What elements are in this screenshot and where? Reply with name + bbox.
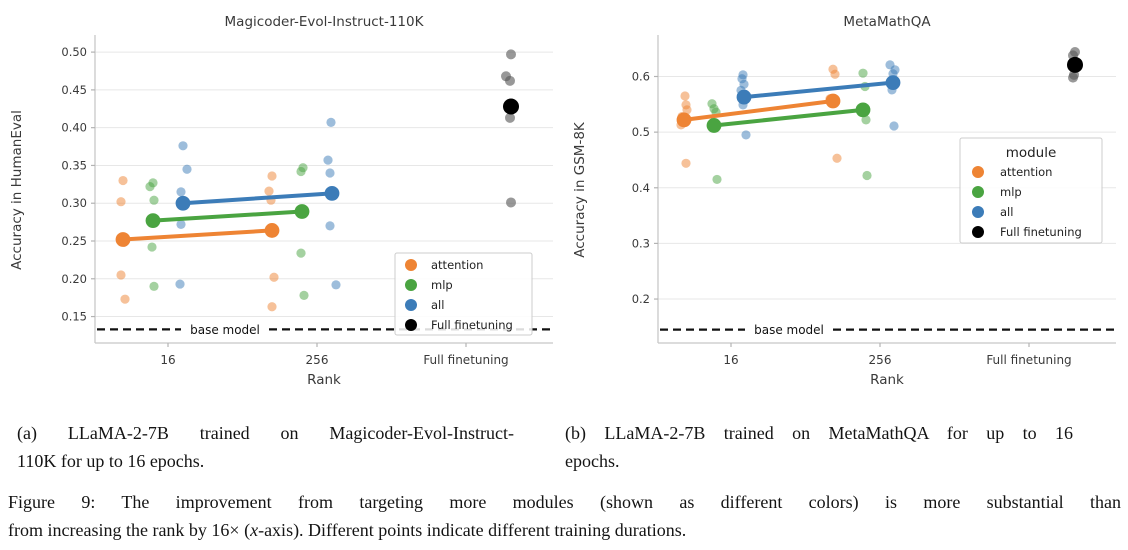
- y-tick-label: 0.3: [631, 236, 650, 251]
- legend-label: mlp: [1000, 185, 1022, 199]
- y-tick-label: 0.45: [61, 82, 87, 97]
- scatter-point: [176, 187, 185, 196]
- y-tick-label: 0.35: [61, 158, 87, 173]
- scatter-point: [145, 182, 154, 191]
- x-axis: [723, 343, 1071, 367]
- legend-marker-full_finetuning: [405, 319, 417, 331]
- scatter-point: [741, 130, 750, 139]
- scatter-point: [325, 168, 334, 177]
- x-tick-label: Full finetuning: [423, 353, 509, 367]
- legend-label: all: [1000, 205, 1014, 219]
- scatter-point: [267, 171, 276, 180]
- caption-a-line1: (a) LLaMA-2-7B trained on Magicoder-Evol-Instruct-: [17, 423, 514, 443]
- caption-a: [17, 420, 514, 475]
- scatter-point: [505, 76, 515, 86]
- mean-point: [176, 196, 191, 211]
- mean-point: [1067, 57, 1083, 73]
- mean-point: [295, 204, 310, 219]
- scatter-point: [712, 175, 721, 184]
- x-tick-label: Full finetuning: [986, 353, 1072, 367]
- chart-metamathqa: [564, 0, 1128, 400]
- legend: [395, 253, 532, 335]
- scatter-point: [858, 69, 867, 78]
- subcaptions-row: [17, 420, 1073, 475]
- x-tick-label: 16: [160, 353, 176, 367]
- x-tick-label: 16: [723, 353, 739, 367]
- x-tick-label: 256: [305, 353, 329, 367]
- legend-marker-full_finetuning: [972, 226, 984, 238]
- scatter-point: [147, 242, 156, 251]
- scatter-point: [269, 273, 278, 282]
- legend: [960, 138, 1102, 243]
- legend-title: module: [1005, 145, 1057, 161]
- caption-a-line2: 110K for up to 16 epochs.: [17, 450, 205, 471]
- chart-title: Magicoder-Evol-Instruct-110K: [224, 14, 424, 30]
- scatter-point: [832, 154, 841, 163]
- y-tick-label: 0.6: [631, 69, 650, 84]
- legend-marker-mlp: [405, 279, 417, 291]
- y-tick-label: 0.50: [61, 45, 87, 60]
- y-tick-label: 0.4: [631, 180, 650, 195]
- x-axis: [160, 343, 508, 367]
- mean-point: [707, 118, 722, 133]
- mean-point: [737, 90, 752, 105]
- trend-line: [153, 212, 302, 221]
- chart-magicoder-evol-instruct: [0, 0, 564, 400]
- x-axis-label: Rank: [307, 372, 341, 388]
- legend-label: mlp: [431, 278, 453, 292]
- mean-point: [677, 112, 692, 127]
- y-tick-label: 0.40: [61, 120, 87, 135]
- trend-line: [123, 230, 272, 239]
- y-tick-label: 0.20: [61, 271, 87, 286]
- scatter-point: [862, 171, 871, 180]
- mean-point: [265, 223, 280, 238]
- legend-marker-all: [405, 299, 417, 311]
- mean-point: [826, 94, 841, 109]
- scatter-point: [267, 302, 276, 311]
- chart-title: MetaMathQA: [843, 14, 931, 30]
- trend-line: [744, 83, 893, 97]
- y-tick-label: 0.2: [631, 292, 650, 307]
- scatter-point: [264, 187, 273, 196]
- x-axis-label: Rank: [870, 372, 904, 388]
- baseline-group: [660, 323, 1116, 337]
- mean-points: [116, 99, 519, 247]
- scatter-point: [506, 197, 516, 207]
- scatter-point: [326, 118, 335, 127]
- scatter-point: [149, 282, 158, 291]
- scatter-point: [120, 295, 129, 304]
- mean-point: [325, 186, 340, 201]
- mean-point: [146, 213, 161, 228]
- mean-point: [886, 75, 901, 90]
- scatter-point: [118, 176, 127, 185]
- scatter-point: [323, 156, 332, 165]
- y-tick-label: 0.25: [61, 234, 87, 248]
- figure-caption: [8, 489, 1121, 544]
- legend-label: Full finetuning: [431, 318, 513, 332]
- scatter-point: [175, 279, 184, 288]
- legend-label: attention: [431, 258, 484, 272]
- scatter-point: [680, 91, 689, 100]
- scatter-point: [331, 280, 340, 289]
- mean-point: [116, 232, 131, 247]
- y-tick-label: 0.30: [61, 196, 87, 211]
- scatter-point: [176, 220, 185, 229]
- mean-point: [503, 99, 519, 115]
- y-tick-label: 0.15: [61, 309, 87, 324]
- scatter-point: [182, 165, 191, 174]
- scatter-point: [296, 248, 305, 257]
- legend-label: all: [431, 298, 445, 312]
- mean-point: [856, 102, 871, 117]
- caption-b-line2: epochs.: [565, 450, 620, 471]
- legend-label: attention: [1000, 165, 1053, 179]
- caption-b-line1: (b) LLaMA-2-7B trained on MetaMathQA for up to 16: [565, 423, 1073, 443]
- legend-marker-attention: [405, 259, 417, 271]
- y-axis-label: Accuracy in GSM-8K: [572, 122, 588, 258]
- scatter-point: [116, 270, 125, 279]
- baseline-label: base model: [190, 322, 260, 337]
- legend-label: Full finetuning: [1000, 225, 1082, 239]
- x-tick-label: 256: [868, 353, 892, 367]
- legend-marker-attention: [972, 166, 984, 178]
- trend-line: [183, 193, 332, 203]
- figure-caption-line1: Figure 9: The improvement from targeting more modules (shown as different colors) is more substantial than: [8, 492, 1121, 512]
- scatter-point: [116, 197, 125, 206]
- y-tick-label: 0.5: [631, 125, 650, 140]
- baseline-label: base model: [754, 323, 824, 338]
- scatter-point: [1068, 73, 1078, 83]
- scatter-point: [830, 70, 839, 79]
- scatter-point: [325, 221, 334, 230]
- y-axis: [61, 45, 95, 323]
- y-axis: [632, 70, 658, 307]
- scatter-point: [178, 141, 187, 150]
- legend-marker-all: [972, 206, 984, 218]
- figure-caption-line2: from increasing the rank by 16× (x-axis). Different points indicate different training durations.: [8, 519, 687, 540]
- scatter-point: [681, 159, 690, 168]
- scatter-point: [889, 121, 898, 130]
- legend-marker-mlp: [972, 186, 984, 198]
- scatter-point: [299, 291, 308, 300]
- caption-b: [565, 420, 1073, 475]
- scatter-point: [506, 49, 516, 59]
- scatter-point: [149, 196, 158, 205]
- y-axis-label: Accuracy in HumanEval: [9, 110, 25, 270]
- scatter-point: [296, 167, 305, 176]
